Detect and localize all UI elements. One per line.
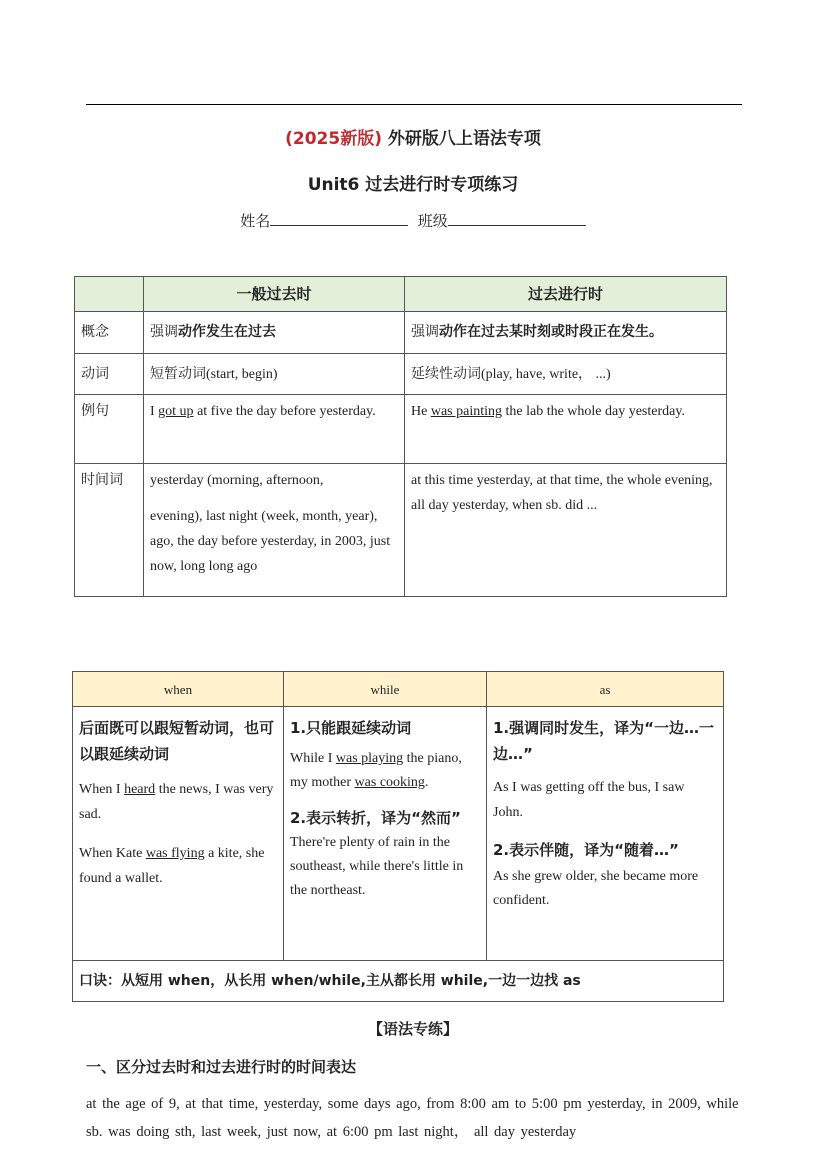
cell: [405, 395, 727, 464]
example-text: When Kate: [79, 846, 146, 861]
table-row: [73, 707, 724, 961]
row-label: 例句: [75, 395, 144, 464]
name-blank[interactable]: [270, 211, 408, 226]
header-cell: as: [487, 672, 724, 707]
table-header-row: [75, 277, 727, 312]
cell-bold: 动作发生在过去: [178, 324, 276, 340]
cell-text: evening), last night (week, month, year), ago, the day before yesterday, in 2003, just now, long long ago: [150, 509, 391, 574]
row-label: 概念: [75, 312, 144, 354]
when-example-1: [79, 777, 277, 827]
as-cell: [487, 707, 724, 961]
page-title: [0, 124, 826, 149]
while-cell: [284, 707, 487, 961]
example-text: While I: [290, 751, 336, 766]
title-edition: (2025新版): [285, 129, 382, 149]
conjunction-table: [72, 671, 724, 1002]
when-cell: [73, 707, 284, 961]
table-row: [75, 395, 727, 464]
cell: [144, 464, 405, 597]
as-heading-2: 2.表示伴随，译为“随着…”: [493, 841, 679, 859]
while-heading-1: 1.只能跟延续动词: [290, 719, 412, 737]
table-header-row: [73, 672, 724, 707]
cell: 延续性动词(play, have, write， ...): [405, 354, 727, 395]
underlined-verb: got up: [158, 404, 194, 419]
as-heading-1: 1.强调同时发生，译为“一边…一边…”: [493, 719, 714, 763]
cell-text: at five the day before yesterday.: [193, 404, 376, 419]
example-text: the news, I was very sad.: [79, 782, 274, 822]
header-cell: when: [73, 672, 284, 707]
header-cell: while: [284, 672, 487, 707]
rhyme-text: 口诀：从短用 when，从长用 when/while,主从都长用 while,一边一边找 as: [73, 961, 724, 1002]
example-text: When I: [79, 782, 125, 797]
cell: [144, 395, 405, 464]
underlined-verb: heard: [124, 782, 156, 797]
cell: 短暂动词(start, begin): [144, 354, 405, 395]
example-text: .: [424, 775, 429, 790]
row-label: 动词: [75, 354, 144, 395]
cell-text: I: [150, 404, 159, 419]
header-cell: 过去进行时: [405, 277, 727, 312]
cell-text: the lab the whole day yesterday.: [501, 404, 685, 419]
cell-text: yesterday (morning, afternoon,: [150, 473, 324, 488]
underlined-verb: was flying: [145, 846, 205, 861]
rhyme-row: [73, 961, 724, 1002]
practice-tag: 【语法专练】: [367, 1020, 458, 1038]
cell-text: 强调: [411, 324, 439, 340]
name-label: 姓名: [240, 212, 271, 230]
header-cell: 一般过去时: [144, 277, 405, 312]
example-text: a kite, she found a wallet.: [79, 846, 265, 886]
tense-comparison-table: [74, 276, 727, 597]
underlined-verb: was playing: [335, 751, 404, 766]
underlined-verb: was painting: [430, 404, 502, 419]
cell: at this time yesterday, at that time, the whole evening, all day yesterday, when sb. did ...: [405, 464, 727, 597]
row-label: 时间词: [75, 464, 144, 597]
example-text: the piano, my mother: [290, 751, 462, 790]
page-subtitle: Unit6 过去进行时专项练习: [307, 175, 519, 195]
while-example-2: There're plenty of rain in the southeast, while there's little in the northeast.: [290, 835, 464, 898]
while-heading-2: 2.表示转折，译为“然而”: [290, 809, 461, 827]
while-example-1: [290, 747, 480, 795]
class-label: 班级: [417, 212, 448, 230]
cell-text: He: [411, 404, 431, 419]
table-row: [75, 354, 727, 395]
cell: [144, 312, 405, 354]
cell-text: 强调: [150, 324, 178, 340]
as-example-1: As I was getting off the bus, I saw John.: [493, 780, 685, 820]
name-class-line: [0, 210, 826, 231]
table-row: [75, 464, 727, 597]
when-heading: 后面既可以跟短暂动词，也可以跟延续动词: [79, 719, 275, 763]
when-example-2: [79, 841, 277, 891]
section-heading: 一、区分过去时和过去进行时的时间表达: [86, 1058, 357, 1076]
underlined-verb: was cooking: [354, 775, 425, 790]
time-expressions: at the age of 9, at that time, yesterday, some days ago, from 8:00 am to 5:00 pm yesterday, in 2009, while sb. was doing sth, last week, just now, at 6:00 pm last night， all day yesterday: [86, 1096, 739, 1140]
cell: [405, 312, 727, 354]
cell-bold: 动作在过去某时刻或时段正在发生。: [439, 324, 663, 340]
top-rule: [86, 104, 742, 105]
header-cell: [75, 277, 144, 312]
class-blank[interactable]: [448, 211, 586, 226]
as-example-2: As she grew older, she became more confident.: [493, 869, 699, 908]
table-row: [75, 312, 727, 354]
title-main: 外研版八上语法专项: [387, 129, 541, 149]
